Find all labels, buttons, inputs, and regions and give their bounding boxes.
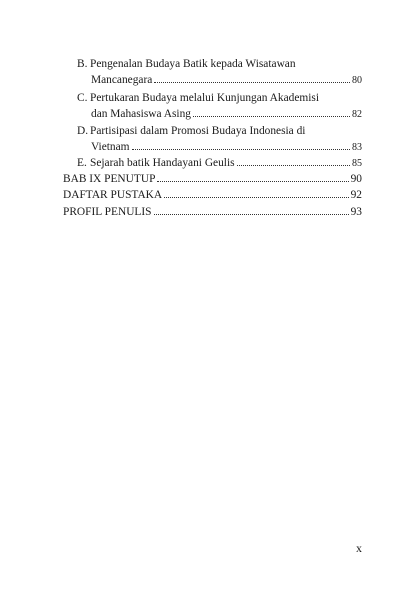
toc-entry-daftar-pustaka[interactable] — [63, 188, 362, 202]
toc-entry-title-continued: Mancanegara — [91, 74, 153, 86]
toc-entry-title: Pertukaran Budaya melalui Kunjungan Akademisi — [90, 92, 320, 104]
toc-entry-e[interactable] — [77, 156, 362, 171]
toc-page-number: 85 — [352, 158, 362, 169]
leader-dots — [193, 107, 350, 117]
toc-entry-title-continued: dan Mahasiswa Asing — [91, 108, 191, 120]
toc-entry-letter: C. — [77, 92, 88, 104]
toc-page-number: 83 — [352, 142, 362, 153]
toc-chapter-title: DAFTAR PUSTAKA — [63, 189, 163, 201]
toc-chapter-title: PROFIL PENULIS — [63, 206, 152, 218]
toc-chapter-title: BAB IX PENUTUP — [63, 173, 156, 185]
toc-entry-title: Sejarah batik Handayani Geulis — [90, 157, 235, 169]
leader-dots — [154, 205, 349, 215]
toc-page-number: 80 — [352, 75, 362, 86]
leader-dots — [132, 140, 350, 150]
toc-entry-title: Pengenalan Budaya Batik kepada Wisatawan — [90, 58, 296, 70]
toc-page-number: 93 — [350, 206, 362, 218]
toc-entry-letter: B. — [77, 58, 88, 70]
leader-dots — [164, 188, 348, 198]
toc-entry-d-continuation[interactable] — [91, 140, 362, 155]
page-number: x — [356, 541, 362, 555]
toc-page-number: 90 — [350, 173, 362, 185]
toc-entry-b-continuation[interactable] — [91, 73, 362, 88]
toc-entry-title: Partisipasi dalam Promosi Budaya Indonesia di — [90, 125, 306, 137]
leader-dots — [237, 156, 350, 166]
toc-entry-profil-penulis[interactable] — [63, 205, 362, 219]
toc-entry-letter: D. — [77, 125, 89, 137]
leader-dots — [157, 172, 348, 182]
toc-page-number: 82 — [352, 109, 362, 120]
toc-entry-title-continued: Vietnam — [91, 141, 130, 153]
toc-entry-c-continuation[interactable] — [91, 107, 362, 122]
leader-dots — [154, 73, 350, 83]
toc-page-number: 92 — [350, 189, 362, 201]
toc-entry-letter: E. — [77, 157, 87, 169]
toc-entry-bab-ix[interactable] — [63, 172, 362, 186]
